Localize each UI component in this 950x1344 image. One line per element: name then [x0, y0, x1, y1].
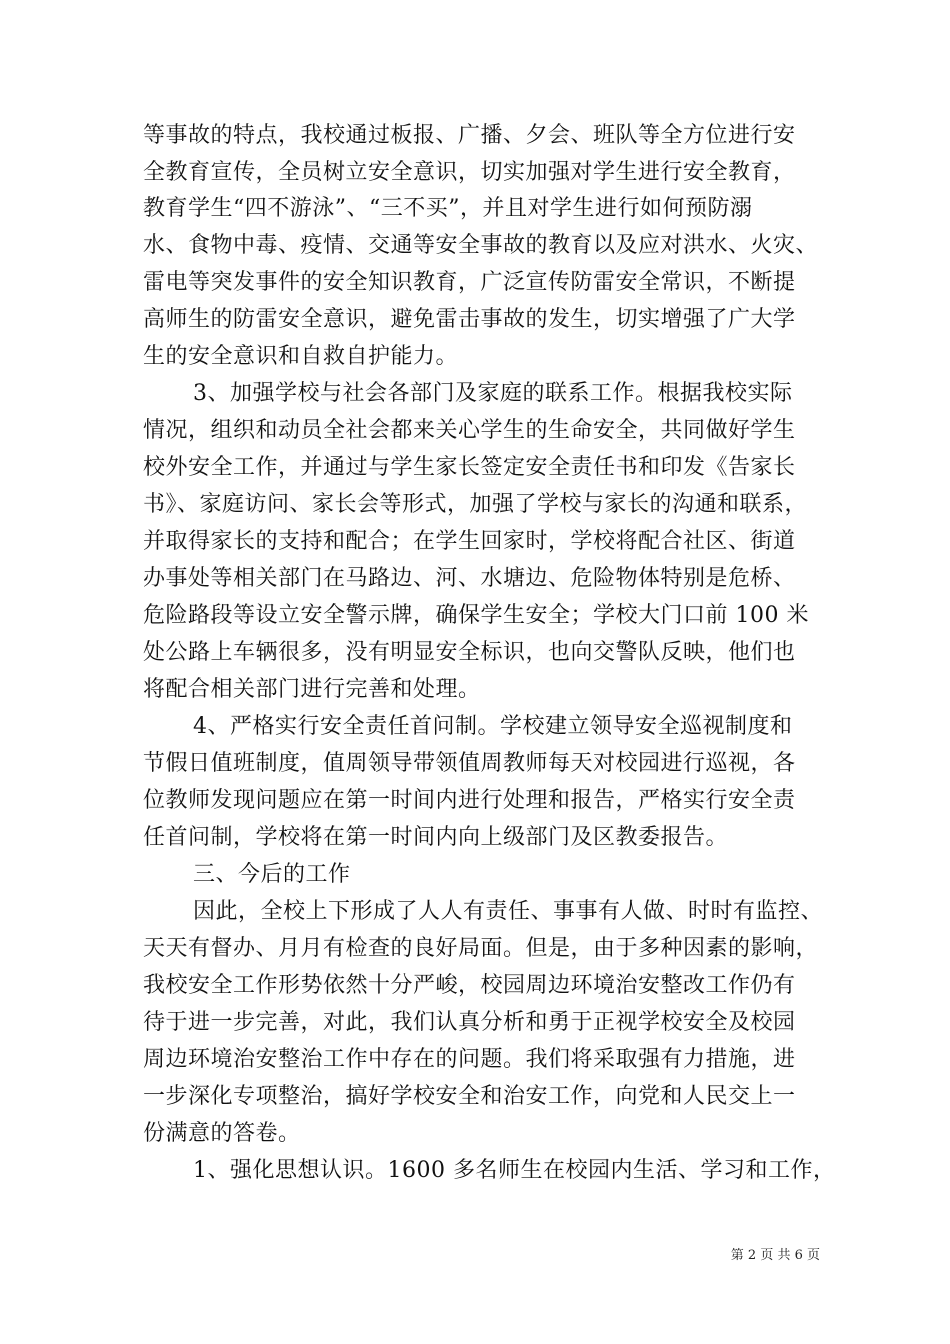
body-line: 位教师发现问题应在第一时间内进行处理和报告，严格实行安全责	[143, 788, 796, 813]
body-line: 教育学生“四不游泳”、“三不买”，并且对学生进行如何预防溺	[143, 196, 753, 221]
paragraph-start-future-work: 因此，全校上下形成了人人有责任、事事有人做、时时有监控、	[193, 899, 824, 924]
body-line: 节假日值班制度，值周领导带领值周教师每天对校园进行巡视，各	[143, 751, 796, 776]
body-line: 一步深化专项整治，搞好学校安全和治安工作，向党和人民交上一	[143, 1084, 796, 1109]
body-line: 任首问制，学校将在第一时间内向上级部门及区教委报告。	[143, 825, 729, 850]
body-line: 全教育宣传，全员树立安全意识，切实加强对学生进行安全教育，	[143, 160, 796, 185]
body-line: 待于进一步完善，对此，我们认真分析和勇于正视学校安全及校园	[143, 1010, 796, 1035]
paragraph-start-3: 3、加强学校与社会各部门及家庭的联系工作。根据我校实际	[193, 381, 793, 406]
body-line: 天天有督办、月月有检查的良好局面。但是，由于多种因素的影响，	[143, 936, 819, 961]
body-line: 校外安全工作，并通过与学生家长签定安全责任书和印发《告家长	[143, 455, 796, 480]
page-number-footer: 第 2 页 共 6 页	[730, 1248, 820, 1263]
body-line: 雷电等突发事件的安全知识教育，广泛宣传防雷安全常识，不断提	[143, 270, 796, 295]
body-line: 生的安全意识和自救自护能力。	[143, 344, 459, 369]
body-line: 我校安全工作形势依然十分严峻，校园周边环境治安整改工作仍有	[143, 973, 796, 998]
body-line: 等事故的特点，我校通过板报、广播、夕会、班队等全方位进行安	[143, 123, 796, 148]
body-line: 情况，组织和动员全社会都来关心学生的生命安全，共同做好学生	[143, 418, 796, 443]
body-line: 办事处等相关部门在马路边、河、水塘边、危险物体特别是危桥、	[143, 566, 796, 591]
paragraph-start-1: 1、强化思想认识。1600 多名师生在校园内生活、学习和工作，	[193, 1158, 836, 1183]
body-line: 书》、家庭访问、家长会等形式，加强了学校与家长的沟通和联系，	[143, 492, 808, 517]
body-line: 周边环境治安整治工作中存在的问题。我们将采取强有力措施，进	[143, 1047, 796, 1072]
body-line: 将配合相关部门进行完善和处理。	[143, 677, 481, 702]
body-line: 危险路段等设立安全警示牌，确保学生安全；学校大门口前 100 米	[143, 603, 809, 628]
body-line: 份满意的答卷。	[143, 1121, 301, 1146]
body-line: 并取得家长的支持和配合；在学生回家时，学校将配合社区、街道	[143, 529, 796, 554]
paragraph-start-4: 4、严格实行安全责任首问制。学校建立领导安全巡视制度和	[193, 714, 793, 739]
section-heading: 三、今后的工作	[193, 862, 351, 887]
body-line: 水、食物中毒、疫情、交通等安全事故的教育以及应对洪水、火灾、	[143, 233, 819, 258]
body-line: 处公路上车辆很多，没有明显安全标识，也向交警队反映，他们也	[143, 640, 796, 665]
body-line: 高师生的防雷安全意识，避免雷击事故的发生，切实增强了广大学	[143, 307, 796, 332]
